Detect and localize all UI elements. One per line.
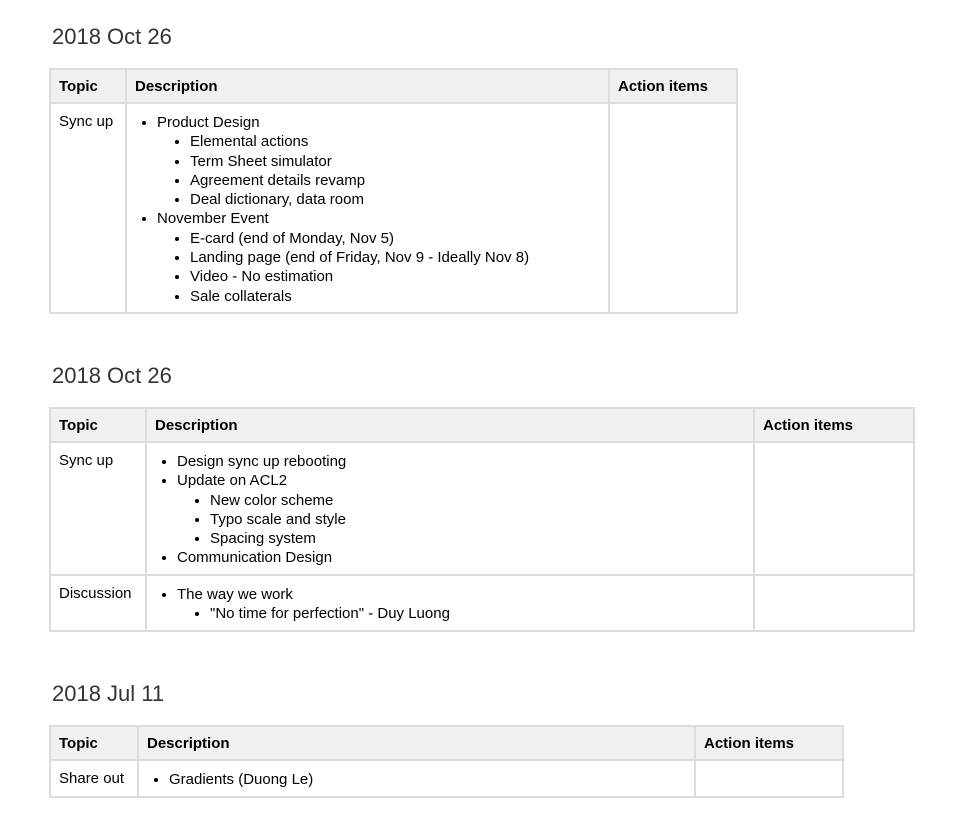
sub-list-item: • Term Sheet simulator (190, 152, 600, 171)
list-item-text: Product Design (157, 114, 260, 131)
action-items-cell (754, 442, 914, 575)
action-items-cell (609, 103, 737, 313)
sub-list-item: • Spacing system (210, 529, 745, 548)
topic-cell: Sync up (50, 442, 146, 575)
sub-bullet-list (177, 491, 745, 549)
sub-list-item: • New color scheme (210, 491, 745, 510)
section-date-heading: 2018 Jul 11 (52, 681, 165, 706)
topic-header: Topic (50, 69, 126, 103)
section-date-heading: 2018 Oct 26 (52, 363, 172, 388)
topic-cell: Discussion (50, 575, 146, 631)
description-header: Description (126, 69, 609, 103)
bullet-list (155, 452, 745, 568)
topic-header: Topic (50, 726, 138, 760)
topic-cell: Share out (50, 760, 138, 797)
topic-cell: Sync up (50, 103, 126, 313)
list-item: • Gradients (Duong Le) (169, 770, 686, 789)
sub-list-item: • Landing page (end of Friday, Nov 9 - Ideally Nov 8) (190, 248, 600, 267)
sub-list-item: • Typo scale and style (210, 510, 745, 529)
description-cell (126, 103, 609, 313)
list-item-text: November Event (157, 210, 269, 228)
sub-bullet-list (177, 604, 745, 623)
description-cell (146, 442, 754, 575)
notes-table (49, 68, 738, 314)
sub-list-item: • Agreement details revamp (190, 171, 600, 190)
list-item (177, 585, 745, 624)
list-item-text: Update on ACL2 (177, 472, 288, 490)
sub-list-item: • Video - No estimation (190, 267, 600, 286)
table-header-row (50, 69, 737, 103)
action-items-cell (754, 575, 914, 631)
sub-bullet-list (157, 132, 600, 209)
sub-list-item: • "No time for perfection" - Duy Luong (210, 604, 745, 623)
bullet-list (135, 113, 600, 306)
description-cell (138, 760, 695, 797)
action-items-header: Action items (695, 726, 843, 760)
action-items-header: Action items (609, 69, 737, 103)
list-item: • Design sync up rebooting (177, 452, 745, 471)
list-item (157, 209, 600, 305)
table-row (50, 760, 843, 797)
notes-table (49, 407, 915, 632)
list-item (157, 113, 600, 209)
table-row (50, 575, 914, 631)
bullet-list (155, 585, 745, 624)
sub-list-item: • Sale collaterals (190, 287, 600, 306)
table-header-row (50, 408, 914, 442)
notes-table (49, 725, 844, 798)
section-date-heading: 2018 Oct 26 (52, 24, 172, 49)
bullet-list (147, 770, 686, 789)
table-header-row (50, 726, 843, 760)
action-items-header: Action items (754, 408, 914, 442)
sub-bullet-list (157, 229, 600, 306)
description-header: Description (138, 726, 695, 760)
description-cell (146, 575, 754, 631)
action-items-cell (695, 760, 843, 797)
sub-list-item: • Elemental actions (190, 132, 600, 151)
topic-header: Topic (50, 408, 146, 442)
sub-list-item: • Deal dictionary, data room (190, 190, 600, 209)
table-row (50, 442, 914, 575)
description-header: Description (146, 408, 754, 442)
list-item-text: The way we work (177, 586, 293, 603)
table-row (50, 103, 737, 313)
sub-list-item: • E-card (end of Monday, Nov 5) (190, 229, 600, 248)
list-item (177, 471, 745, 548)
list-item: • Communication Design (177, 548, 745, 567)
